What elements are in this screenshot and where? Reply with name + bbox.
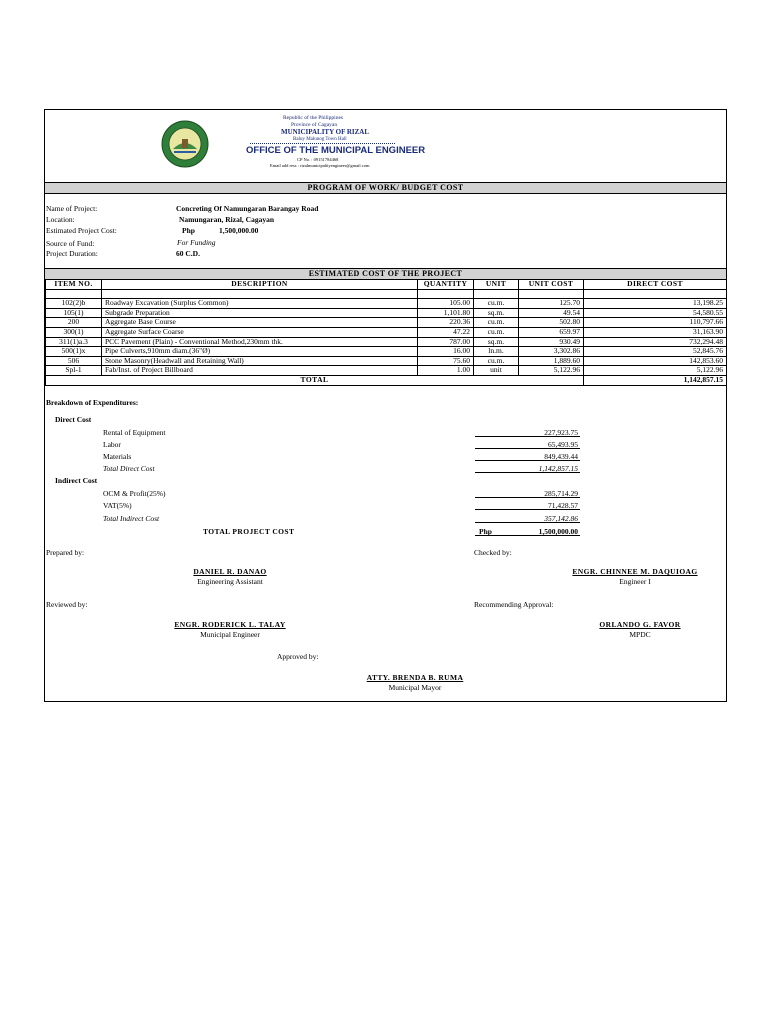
item-unit: cu.m. bbox=[474, 327, 519, 337]
item-unit: cu.m. bbox=[474, 318, 519, 328]
checked-by-label: Checked by: bbox=[474, 548, 512, 557]
item-unit-cost: 3,302.86 bbox=[519, 347, 584, 357]
total-project-cost-label: TOTAL PROJECT COST bbox=[203, 527, 295, 536]
total-indirect-value: 357,142.86 bbox=[544, 514, 578, 523]
equipment-underline bbox=[475, 436, 580, 437]
equipment-label: Rental of Equipment bbox=[103, 428, 166, 437]
project-name-value: Concreting Of Namungaran Barangay Road bbox=[176, 204, 319, 213]
total-project-cost-value: 1,500,000.00 bbox=[538, 527, 578, 536]
municipal-seal-icon bbox=[160, 119, 210, 169]
item-unit: ln.m. bbox=[474, 347, 519, 357]
prepared-title: Engineering Assistant bbox=[197, 577, 263, 586]
estimate-header-row bbox=[46, 280, 727, 290]
approved-name: ATTY. BRENDA B. RUMA bbox=[366, 673, 464, 682]
item-direct-cost: 52,845.76 bbox=[584, 347, 727, 357]
table-row bbox=[46, 347, 727, 357]
labor-underline bbox=[475, 448, 580, 449]
ocm-label: OCM & Profit(25%) bbox=[103, 489, 166, 498]
item-unit: unit bbox=[474, 366, 519, 376]
item-quantity: 105.00 bbox=[418, 299, 474, 309]
item-no: 105(1) bbox=[46, 308, 102, 318]
item-unit-cost: 125.70 bbox=[519, 299, 584, 309]
item-direct-cost: 732,294.48 bbox=[584, 337, 727, 347]
labor-value: 65,493.95 bbox=[548, 440, 578, 449]
total-direct-underline bbox=[475, 472, 580, 473]
item-description: Pipe Culverts,910mm diam.(36"Ø) bbox=[102, 347, 418, 357]
total-indirect-label: Total Indirect Cost bbox=[103, 514, 160, 523]
program-title: PROGRAM OF WORK/ BUDGET COST bbox=[45, 182, 726, 194]
spacer-row bbox=[46, 289, 727, 299]
estimated-cost-currency: Php bbox=[182, 226, 195, 235]
total-indirect-underline bbox=[475, 522, 580, 523]
reviewed-name: ENGR. RODERICK L. TALAY bbox=[174, 620, 286, 629]
item-unit-cost: 1,889.60 bbox=[519, 356, 584, 366]
materials-value: 849,439.44 bbox=[544, 452, 578, 461]
item-description: Subgrade Preparation bbox=[102, 308, 418, 318]
table-row bbox=[46, 356, 727, 366]
checked-title: Engineer I bbox=[619, 577, 651, 586]
col-item-no: ITEM NO. bbox=[46, 280, 102, 290]
item-no: 200 bbox=[46, 318, 102, 328]
reviewed-by-label: Reviewed by: bbox=[46, 600, 88, 609]
item-description: Aggregate Surface Coarse bbox=[102, 327, 418, 337]
estimated-cost-label: Estimated Project Cost: bbox=[46, 226, 117, 235]
header-email: Email add ress : rizalmunicipalityengineer@gmail.com bbox=[270, 163, 370, 168]
header-divider bbox=[250, 143, 395, 144]
estimated-cost-value: 1,500,000.00 bbox=[219, 226, 259, 235]
project-name-label: Name of Project: bbox=[46, 204, 98, 213]
reviewed-title: Municipal Engineer bbox=[200, 630, 260, 639]
approved-by-label: Approved by: bbox=[277, 652, 319, 661]
total-direct-label: Total Direct Cost bbox=[103, 464, 155, 473]
item-no: 311(1)a.3 bbox=[46, 337, 102, 347]
checked-name: ENGR. CHINNEE M. DAQUIOAG bbox=[572, 567, 698, 576]
fund-value: For Funding bbox=[177, 238, 216, 247]
item-unit-cost: 502.80 bbox=[519, 318, 584, 328]
equipment-value: 227,923.75 bbox=[544, 428, 578, 437]
item-no: Spl-1 bbox=[46, 366, 102, 376]
recommending-title: MPDC bbox=[629, 630, 651, 639]
item-direct-cost: 13,198.25 bbox=[584, 299, 727, 309]
item-unit-cost: 5,122.96 bbox=[519, 366, 584, 376]
materials-underline bbox=[475, 460, 580, 461]
item-unit-cost: 930.49 bbox=[519, 337, 584, 347]
prepared-name: DANIEL R. DANAO bbox=[193, 567, 267, 576]
indirect-cost-label: Indirect Cost bbox=[55, 476, 98, 485]
header-town-hall: Baluy Malunog Town Hall bbox=[293, 137, 347, 142]
vat-value: 71,428.57 bbox=[548, 501, 578, 510]
estimate-title: ESTIMATED COST OF THE PROJECT bbox=[45, 268, 726, 280]
item-no: 300(1) bbox=[46, 327, 102, 337]
total-direct-value: 1,142,857.15 bbox=[538, 464, 578, 473]
table-row bbox=[46, 327, 727, 337]
col-unit: UNIT bbox=[474, 280, 519, 290]
table-row bbox=[46, 308, 727, 318]
total-row bbox=[46, 375, 727, 385]
labor-label: Labor bbox=[103, 440, 121, 449]
table-row bbox=[46, 318, 727, 328]
total-project-underline bbox=[475, 535, 580, 536]
recommending-label: Recommending Approval: bbox=[474, 600, 554, 609]
duration-label: Project Duration: bbox=[46, 249, 98, 258]
estimate-table bbox=[45, 279, 727, 386]
header-republic: Republic of the Philippines bbox=[283, 115, 344, 121]
header-municipality: MUNICIPALITY OF RIZAL bbox=[281, 128, 370, 136]
recommending-name: ORLANDO G. FAVOR bbox=[599, 620, 681, 629]
ocm-underline bbox=[475, 497, 580, 498]
item-description: Stone Masonry(Headwall and Retaining Wall) bbox=[102, 356, 418, 366]
item-description: Fab/Inst. of Project Billboard bbox=[102, 366, 418, 376]
approved-title: Municipal Mayor bbox=[388, 683, 442, 692]
item-quantity: 16.00 bbox=[418, 347, 474, 357]
item-quantity: 1,101.80 bbox=[418, 308, 474, 318]
table-row bbox=[46, 337, 727, 347]
header-office-title: OFFICE OF THE MUNICIPAL ENGINEER bbox=[246, 145, 426, 156]
vat-underline bbox=[475, 509, 580, 510]
col-unit-cost: UNIT COST bbox=[519, 280, 584, 290]
ocm-value: 285,714.29 bbox=[544, 489, 578, 498]
col-description: DESCRIPTION bbox=[102, 280, 418, 290]
table-row bbox=[46, 366, 727, 376]
item-description: PCC Pavement (Plain) - Conventional Method,230mm thk. bbox=[102, 337, 418, 347]
location-value: Namungaran, Rizal, Cagayan bbox=[179, 215, 275, 224]
item-no: 506 bbox=[46, 356, 102, 366]
prepared-by-label: Prepared by: bbox=[46, 548, 85, 557]
vat-label: VAT(5%) bbox=[103, 501, 132, 510]
item-quantity: 75.60 bbox=[418, 356, 474, 366]
col-quantity: QUANTITY bbox=[418, 280, 474, 290]
item-quantity: 1.00 bbox=[418, 366, 474, 376]
item-unit: cu.m. bbox=[474, 299, 519, 309]
item-unit: cu.m. bbox=[474, 356, 519, 366]
total-value: 1,142,857.15 bbox=[584, 375, 727, 385]
item-description: Aggregate Base Course bbox=[102, 318, 418, 328]
item-direct-cost: 110,797.66 bbox=[584, 318, 727, 328]
col-direct-cost: DIRECT COST bbox=[584, 280, 727, 290]
item-direct-cost: 142,853.60 bbox=[584, 356, 727, 366]
item-no: 102(2)b bbox=[46, 299, 102, 309]
table-row bbox=[46, 299, 727, 309]
item-unit: sq.m. bbox=[474, 308, 519, 318]
direct-cost-label: Direct Cost bbox=[55, 415, 92, 424]
total-project-cost-currency: Php bbox=[479, 527, 492, 536]
item-unit: sq.m. bbox=[474, 337, 519, 347]
header-cp: CP No. : 09151784468 bbox=[297, 157, 339, 162]
item-quantity: 220.36 bbox=[418, 318, 474, 328]
duration-value: 60 C.D. bbox=[176, 249, 200, 258]
fund-label: Source of Fund: bbox=[46, 239, 95, 248]
item-quantity: 787.00 bbox=[418, 337, 474, 347]
materials-label: Materials bbox=[103, 452, 132, 461]
item-direct-cost: 54,580.55 bbox=[584, 308, 727, 318]
item-unit-cost: 49.54 bbox=[519, 308, 584, 318]
item-no: 500(1)x bbox=[46, 347, 102, 357]
budget-sheet bbox=[44, 109, 727, 702]
item-direct-cost: 5,122.96 bbox=[584, 366, 727, 376]
location-label: Location: bbox=[46, 215, 75, 224]
item-quantity: 47.22 bbox=[418, 327, 474, 337]
header-province: Province of Cagayan bbox=[291, 122, 338, 128]
item-unit-cost: 659.97 bbox=[519, 327, 584, 337]
item-direct-cost: 31,163.90 bbox=[584, 327, 727, 337]
item-description: Roadway Excavation (Surplus Common) bbox=[102, 299, 418, 309]
total-label: TOTAL bbox=[46, 375, 584, 385]
breakdown-title: Breakdown of Expenditures: bbox=[46, 398, 139, 407]
